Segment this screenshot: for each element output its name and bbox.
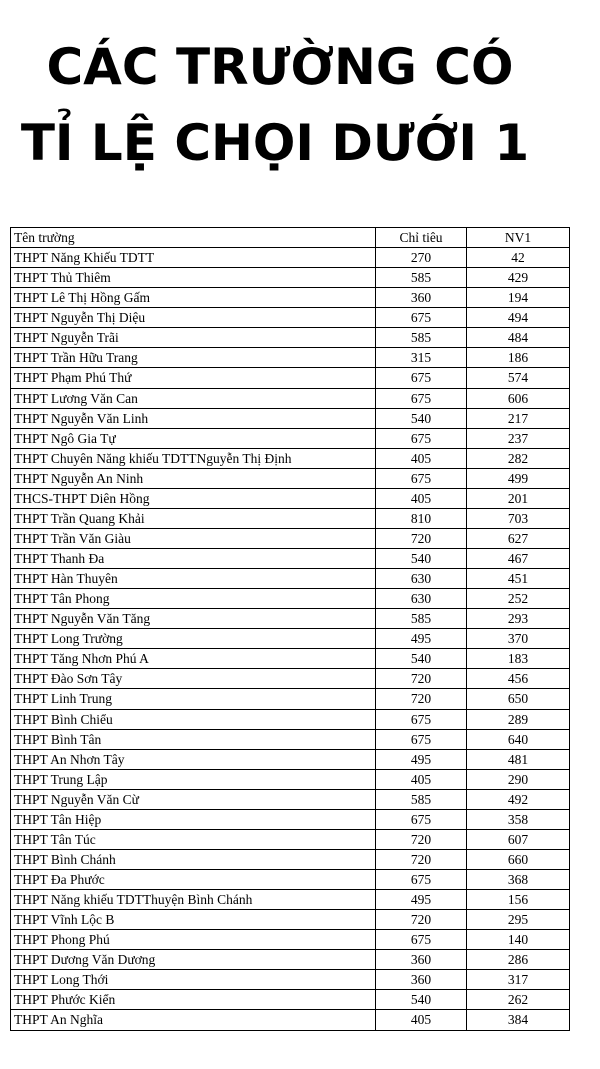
nv1-cell: 429: [467, 268, 570, 288]
school-name-cell: THPT Vĩnh Lộc B: [11, 910, 376, 930]
table-row: [11, 709, 570, 729]
nv1-cell: 317: [467, 970, 570, 990]
school-name-cell: THPT Nguyễn Thị Diệu: [11, 308, 376, 328]
table-row: [11, 829, 570, 849]
nv1-cell: 358: [467, 809, 570, 829]
nv1-cell: 290: [467, 769, 570, 789]
school-name-cell: THPT Nguyễn Trãi: [11, 328, 376, 348]
table-row: [11, 849, 570, 869]
school-name-cell: THPT Năng khiếu TDTThuyện Bình Chánh: [11, 890, 376, 910]
table-row: [11, 629, 570, 649]
table-row: [11, 769, 570, 789]
school-name-cell: THPT Trần Văn Giàu: [11, 528, 376, 548]
table-row: [11, 348, 570, 368]
table-row: [11, 508, 570, 528]
school-name-cell: THPT Phong Phú: [11, 930, 376, 950]
quota-cell: 270: [376, 248, 467, 268]
quota-cell: 360: [376, 288, 467, 308]
school-name-cell: THPT Tân Phong: [11, 589, 376, 609]
header-quota: Chỉ tiêu: [376, 228, 467, 248]
school-name-cell: THPT Nguyễn Văn Cừ: [11, 789, 376, 809]
quota-cell: 405: [376, 1010, 467, 1030]
school-name-cell: THPT Nguyễn Văn Linh: [11, 408, 376, 428]
table-row: [11, 528, 570, 548]
quota-cell: 675: [376, 388, 467, 408]
table-row: [11, 569, 570, 589]
quota-cell: 675: [376, 428, 467, 448]
quota-cell: 495: [376, 890, 467, 910]
nv1-cell: 186: [467, 348, 570, 368]
table-row: [11, 950, 570, 970]
nv1-cell: 368: [467, 870, 570, 890]
school-name-cell: THPT Hàn Thuyên: [11, 569, 376, 589]
table-row: [11, 729, 570, 749]
nv1-cell: 451: [467, 569, 570, 589]
nv1-cell: 262: [467, 990, 570, 1010]
school-name-cell: THPT Phạm Phú Thứ: [11, 368, 376, 388]
school-name-cell: THPT Linh Trung: [11, 689, 376, 709]
quota-cell: 585: [376, 268, 467, 288]
school-name-cell: THPT Tân Túc: [11, 829, 376, 849]
quota-cell: 585: [376, 789, 467, 809]
quota-cell: 675: [376, 870, 467, 890]
quota-cell: 630: [376, 569, 467, 589]
quota-cell: 720: [376, 669, 467, 689]
school-name-cell: THPT An Nhơn Tây: [11, 749, 376, 769]
school-name-cell: THPT Ngô Gia Tự: [11, 428, 376, 448]
table-row: [11, 809, 570, 829]
quota-cell: 675: [376, 308, 467, 328]
table-row: [11, 428, 570, 448]
table-row: [11, 649, 570, 669]
quota-cell: 540: [376, 649, 467, 669]
table-row: [11, 589, 570, 609]
quota-cell: 360: [376, 970, 467, 990]
page-title-line-1: CÁC TRƯỜNG CÓ: [46, 38, 514, 96]
school-name-cell: THPT Bình Chiểu: [11, 709, 376, 729]
table-row: [11, 368, 570, 388]
nv1-cell: 293: [467, 609, 570, 629]
table-row: [11, 689, 570, 709]
table-row: [11, 1010, 570, 1030]
quota-cell: 405: [376, 448, 467, 468]
table-row: [11, 448, 570, 468]
nv1-cell: 140: [467, 930, 570, 950]
nv1-cell: 467: [467, 549, 570, 569]
school-name-cell: THPT Long Trường: [11, 629, 376, 649]
table-row: [11, 970, 570, 990]
nv1-cell: 289: [467, 709, 570, 729]
nv1-cell: 237: [467, 428, 570, 448]
nv1-cell: 492: [467, 789, 570, 809]
schools-table: [10, 227, 570, 1031]
nv1-cell: 640: [467, 729, 570, 749]
school-name-cell: THPT Thủ Thiêm: [11, 268, 376, 288]
schools-table-body: [11, 228, 570, 1031]
table-row: [11, 288, 570, 308]
table-row: [11, 609, 570, 629]
nv1-cell: 156: [467, 890, 570, 910]
school-name-cell: THPT Đào Sơn Tây: [11, 669, 376, 689]
table-row: [11, 328, 570, 348]
table-row: [11, 990, 570, 1010]
table-row: [11, 789, 570, 809]
table-row: [11, 749, 570, 769]
quota-cell: 675: [376, 729, 467, 749]
nv1-cell: 282: [467, 448, 570, 468]
table-row: [11, 549, 570, 569]
quota-cell: 495: [376, 629, 467, 649]
school-name-cell: THPT Trung Lập: [11, 769, 376, 789]
nv1-cell: 384: [467, 1010, 570, 1030]
school-name-cell: THCS-THPT Diên Hồng: [11, 488, 376, 508]
nv1-cell: 295: [467, 910, 570, 930]
table-row: [11, 248, 570, 268]
quota-cell: 720: [376, 849, 467, 869]
quota-cell: 675: [376, 368, 467, 388]
nv1-cell: 650: [467, 689, 570, 709]
school-name-cell: THPT Thanh Đa: [11, 549, 376, 569]
nv1-cell: 183: [467, 649, 570, 669]
table-row: [11, 388, 570, 408]
school-name-cell: THPT An Nghĩa: [11, 1010, 376, 1030]
quota-cell: 585: [376, 609, 467, 629]
header-school-name: Tên trường: [11, 228, 376, 248]
quota-cell: 630: [376, 589, 467, 609]
table-row: [11, 669, 570, 689]
quota-cell: 810: [376, 508, 467, 528]
table-row: [11, 910, 570, 930]
school-name-cell: THPT Lương Văn Can: [11, 388, 376, 408]
quota-cell: 495: [376, 749, 467, 769]
school-name-cell: THPT Long Thới: [11, 970, 376, 990]
nv1-cell: 660: [467, 849, 570, 869]
quota-cell: 720: [376, 689, 467, 709]
nv1-cell: 703: [467, 508, 570, 528]
table-row: [11, 468, 570, 488]
quota-cell: 540: [376, 549, 467, 569]
quota-cell: 405: [376, 769, 467, 789]
quota-cell: 720: [376, 910, 467, 930]
nv1-cell: 627: [467, 528, 570, 548]
quota-cell: 360: [376, 950, 467, 970]
school-name-cell: THPT Đa Phước: [11, 870, 376, 890]
quota-cell: 405: [376, 488, 467, 508]
nv1-cell: 42: [467, 248, 570, 268]
nv1-cell: 574: [467, 368, 570, 388]
school-name-cell: THPT Phước Kiển: [11, 990, 376, 1010]
page-title-line-2: TỈ LỆ CHỌI DƯỚI 1: [20, 114, 530, 172]
nv1-cell: 286: [467, 950, 570, 970]
quota-cell: 675: [376, 468, 467, 488]
table-row: [11, 488, 570, 508]
table-row: [11, 870, 570, 890]
school-name-cell: THPT Tân Hiệp: [11, 809, 376, 829]
quota-cell: 720: [376, 829, 467, 849]
quota-cell: 540: [376, 990, 467, 1010]
school-name-cell: THPT Bình Tân: [11, 729, 376, 749]
table-row: [11, 308, 570, 328]
nv1-cell: 201: [467, 488, 570, 508]
nv1-cell: 606: [467, 388, 570, 408]
school-name-cell: THPT Trần Quang Khải: [11, 508, 376, 528]
quota-cell: 675: [376, 809, 467, 829]
school-name-cell: THPT Nguyễn An Ninh: [11, 468, 376, 488]
quota-cell: 315: [376, 348, 467, 368]
school-name-cell: THPT Năng Khiếu TDTT: [11, 248, 376, 268]
quota-cell: 675: [376, 930, 467, 950]
nv1-cell: 217: [467, 408, 570, 428]
quota-cell: 720: [376, 528, 467, 548]
quota-cell: 540: [376, 408, 467, 428]
nv1-cell: 370: [467, 629, 570, 649]
nv1-cell: 484: [467, 328, 570, 348]
table-row: [11, 930, 570, 950]
school-name-cell: THPT Chuyên Năng khiếu TDTTNguyễn Thị Định: [11, 448, 376, 468]
school-name-cell: THPT Dương Văn Dương: [11, 950, 376, 970]
nv1-cell: 456: [467, 669, 570, 689]
table-row: [11, 268, 570, 288]
table-row: [11, 408, 570, 428]
table-header-row: [11, 228, 570, 248]
school-name-cell: THPT Tăng Nhơn Phú A: [11, 649, 376, 669]
nv1-cell: 607: [467, 829, 570, 849]
quota-cell: 675: [376, 709, 467, 729]
nv1-cell: 494: [467, 308, 570, 328]
school-name-cell: THPT Lê Thị Hồng Gấm: [11, 288, 376, 308]
nv1-cell: 481: [467, 749, 570, 769]
school-name-cell: THPT Trần Hữu Trang: [11, 348, 376, 368]
school-name-cell: THPT Bình Chánh: [11, 849, 376, 869]
table-row: [11, 890, 570, 910]
quota-cell: 585: [376, 328, 467, 348]
school-name-cell: THPT Nguyễn Văn Tăng: [11, 609, 376, 629]
nv1-cell: 252: [467, 589, 570, 609]
nv1-cell: 499: [467, 468, 570, 488]
header-nv1: NV1: [467, 228, 570, 248]
nv1-cell: 194: [467, 288, 570, 308]
